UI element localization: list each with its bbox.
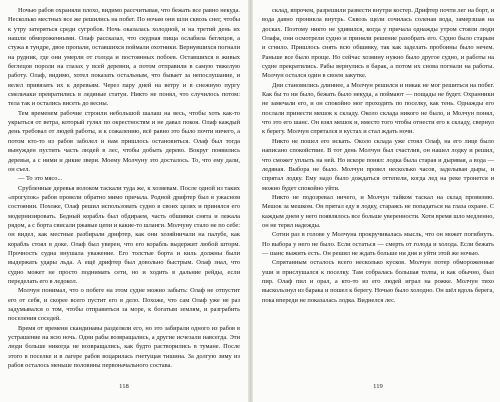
right-page <box>262 6 494 390</box>
paragraph: склад, впрочем, разрешили развести внутри костер. Дрифтер почти лег на борт, и вода давно проникла внутрь. Сквозь щели сочилась соленая вода, замерзшая на досках. Поэтому никто не удивился, когда у причала однажды утром стояли люди Олафа, они осмотрели судно и приняли решение разобрать его. Судно было старым и сгнило. Пришлось снять всю обшивку, так как заделать пробоины было нечем. Раньше все было проще. Но сейчас хозяину нужно было другое судно, и работы на судне прекратились. Рабы вернулись в барак, а потом их снова погнали на работы. Молчун остался один в своем закутке. <box>262 7 494 80</box>
paragraph: Ночью рабов охраняли плохо, видимо рассчитывая, что бежать все равно некуда. Несколько местных все же решились на побег. По ночам они шли сквозь снег, чтобы к утру затеряться среди сугробов. Ночь оказалась холодной, и на третий день их нашли обмороженными. Олаф рассказал, что скудная пища ослабила беглецов, а стужа в тундре, двое пропали, оставшихся поймали охотники. Вернувшихся погнали на рудник, где они умерли от голода и постоянных побоев. Оставшихся в живых беглецов пороли на глазах у всей деревни, а потом отправили в самую тяжелую работу. Олаф, видимо, хотел показать остальным, что бывает за непослушание, и велел привязать их к деревьям. Через пару дней на ветру и в снежную пургу смельчаки превратились в ледяные статуи. Никто не понял, что случилось потом: тела так и остались висеть до весны. <box>8 7 240 108</box>
paragraph: Срубленные деревья волоком таскали туда же, к хозяевам. После одной из таких «прогулок» рабов провели обратно мимо причала. Родной дрифтер был в ужасном состоянии. Похоже, Олаф решил использовать судно в своих целях и принялся его модернизировать. Бедный корабль был обдираем, часть обшивки снята и лежала рядом, а с борта свисали ржавые цепи и какие-то шланги. Молчуну стало не по себе: он видел, как местные разбирали дрифтер, как они хозяйничали на палубе, как корабль стоял в доке. Олаф был уверен, что его корабль выдержит любой шторм. Прочность судна внушала уважение. Его толстые борта и киль должны были выдержать удары льда. А ещё дрифтер был довольно быстрым. Олаф знал, что судно может не просто поднимать сети, но и ходить в дальние рейды, если переделать его в ледокол. <box>8 184 240 285</box>
paragraph: Тем временем рабочие строили небольшой шалаш на весь, чтобы хоть как-то укрыться от ветра, который гулял по окрестностям и не давал покоя. Олаф каждый день требовал от людей работы, и к сожалению, всё равно это было почти ничего, а потом кто-то из рабов заболел и нам пришлось остановиться. Олаф был тогда вынужден пустить часть людей в лес, чтобы добыть дерево. Вокруг появились деревья, а с ними и дикие звери. Моему Молчуну это досталось. То, что ему дали, он съел. <box>8 109 240 173</box>
left-page <box>8 6 240 390</box>
book-gutter <box>248 0 253 402</box>
paragraph: Молчун понимал, что о побеге на этом судне можно забыть: Олаф не отпустит его от себя, и скорее всего пустит его в дело. Похоже, что сам Олаф уже не раз задумывался о том, чтобы отправиться за море, к богатым землям, и разграбить поселения соседей. <box>8 287 240 323</box>
paragraph: Никто не подозревал ничего, и Молчун тайком таскал на склад провизию. Мешок за мешком. Он прятал еду в лодку, стараясь не попадаться на глаза охране. С каждым днем у него появлялось все больше уверенности. Хотя время шло медленно, он не терял надежды. <box>262 193 494 229</box>
paragraph: Никто не пошел его искать. Около склада уже стоял Олаф, на его лице было написано спокойствие. В тот день Молчун был счастлив, он нашел лодку и решил, что сможет уплыть на ней. Но вскоре понял: лодка была старая и дырявая, а вода — ледяная. Выбора не было. Молчун провел несколько часов, заделывая дыры, и спрятал лодку. Ему надо было дождаться оттепели, когда лед на реке тронется и можно будет спокойно уйти. <box>262 137 494 192</box>
page-number-right: 119 <box>373 383 383 390</box>
paragraph: Время от времени скандинавы разделяли его, но это забирали одного из рабов в устрашение на всю ночь. Одни рабы возвращались, а другие исчезали навсегда. Эти люди больше никогда не возвращались, как будто растворились в тумане. После этого в поселке и в лагере рабов воцарилась гнетущая тишина. За долгую зиму из рабов осталось меньше половины первоначального состава. <box>8 324 240 370</box>
paragraph: Сотни раз в голове у Молчуна прокручивалась мысль, что он может погибнуть. Но выбора у него не было. Если остаться — смерть от голода и холода. Если бежать — шанс выжить есть. Он решил не ждать больше ни дня и уйти этой же ночью. <box>262 231 494 257</box>
right-page-text <box>262 6 494 305</box>
page-number-left: 118 <box>119 383 129 390</box>
paragraph: Спрятанным осталось всего несколько кусков. Молчун потер обмороженные уши и прислушался к поселку. Там собралась большая толпа, и как обычно, был пир. Олаф пил и орал, а кто-то из его людей играл на рожке. Молчун тихо выскользнул из барака и пошел к берегу. Ночью было холодно. Он шёл вдоль берега, пока впереди не показалась лодка. Виднелся лес. <box>262 259 494 304</box>
paragraph: Дни становились длиннее, а Молчун решился и никак не мог решиться на побег. Как бы то ни было, бежать было некуда, а поймают — пощады не будет. Охранники не замечали его, и он спокойно мог проходить по поселку, как тень. Однажды его послали принести мешок к складу. Около склада никого не было, и Молчун понял, что это его шанс. Он взял мешок и, вместо того чтобы отнести его к складу, свернул к берегу. Молчун спрятался в кустах и стал ждать ночи. <box>262 81 494 136</box>
paragraph: — То это мясо... <box>18 175 63 183</box>
left-page-text <box>8 6 240 370</box>
